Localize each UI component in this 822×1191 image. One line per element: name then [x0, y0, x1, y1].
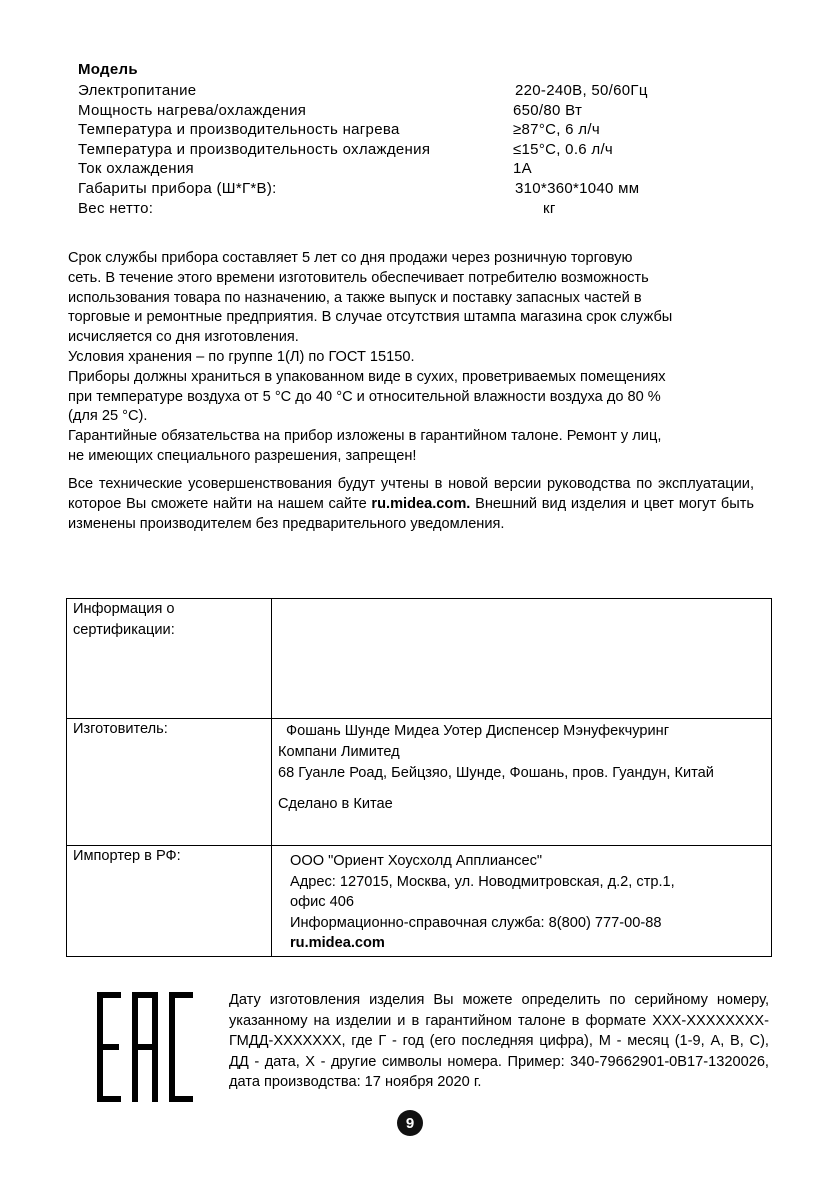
- maker-line: 68 Гуанле Роад, Бейцзяо, Шунде, Фошань, пров. Гуандун, Китай: [278, 765, 714, 781]
- spec-value: 650/80 Вт: [513, 101, 583, 119]
- spec-value: 220-240В, 50/60Гц: [515, 82, 648, 99]
- maker-value-cell: [272, 719, 772, 846]
- cert-value-cell: [272, 599, 772, 719]
- warranty-line: Приборы должны храниться в упакованном виде в сухих, проветриваемых помещениях: [68, 368, 666, 385]
- table-row: [67, 719, 772, 846]
- spec-value: ≥87°C, 6 л/ч: [513, 121, 600, 139]
- spec-label: Электропитание: [78, 82, 197, 99]
- storage-conditions: Условия хранения – по группе 1(Л) по ГОСТ 15150.: [68, 348, 415, 365]
- spec-label: Мощность нагрева/охлаждения: [78, 101, 307, 119]
- notice-text: Внешний вид изделия и цвет могут быть изменены производителем без предварительного уведомления.: [68, 496, 754, 532]
- warranty-text: [68, 249, 748, 467]
- cert-label: Информация о: [73, 601, 175, 617]
- importer-line: офис 406: [290, 894, 354, 910]
- spec-row: [78, 199, 718, 219]
- cert-label-cell: [67, 599, 272, 719]
- spec-label: Температура и производительность охлаждения: [78, 140, 431, 158]
- update-notice: [68, 474, 754, 534]
- website-link[interactable]: ru.midea.com.: [371, 496, 471, 512]
- warranty-line: не имеющих специального разрешения, запрещен!: [68, 447, 417, 464]
- spec-row: [78, 140, 718, 160]
- spec-row: [78, 120, 718, 140]
- cert-label: сертификации:: [73, 622, 175, 638]
- maker-line: Сделано в Китае: [278, 796, 393, 812]
- maker-line: Компани Лимитед: [278, 744, 400, 760]
- spec-value: кг: [543, 199, 556, 217]
- warranty-line: сеть. В течение этого времени изготовитель обеспечивает потребителю возможность: [68, 269, 649, 286]
- spec-value: 310*360*1040 мм: [515, 179, 640, 197]
- spec-title: Модель: [78, 61, 138, 78]
- maker-line: Фошань Шунде Мидеа Уотер Диспенсер Мэнуфекчуринг: [286, 723, 670, 739]
- spec-row: [78, 81, 718, 101]
- table-row: [67, 846, 772, 957]
- importer-value-cell: [272, 846, 772, 957]
- warranty-line: использования товара по назначению, а также выпуск и поставку запасных частей в: [68, 289, 642, 306]
- table-row: [67, 599, 772, 719]
- spec-list: [78, 60, 718, 218]
- warranty-line: исчисляется со дня изготовления.: [68, 329, 299, 346]
- page-number-badge: 9: [397, 1110, 423, 1136]
- spec-label: Температура и производительность нагрева: [78, 121, 400, 139]
- spec-row: [78, 101, 718, 121]
- eac-logo: [95, 992, 195, 1102]
- spec-label: Ток охлаждения: [78, 160, 194, 178]
- maker-label: Изготовитель:: [67, 719, 272, 846]
- importer-label: Импортер в РФ:: [67, 846, 272, 957]
- importer-line: Информационно-справочная служба: 8(800) 777-00-88: [290, 914, 662, 931]
- importer-line: ООО "Ориент Хоусхолд Апплиансес": [290, 853, 543, 869]
- importer-line: Адрес: 127015, Москва, ул. Новодмитровская, д.2, стр.1,: [290, 873, 675, 890]
- importer-website[interactable]: ru.midea.com: [290, 935, 385, 951]
- warranty-line: при температуре воздуха от 5 °С до 40 °С и относительной влажности воздуха до 80 %: [68, 388, 661, 405]
- notice-text: Все технические усовершенствования будут учтены в новой версии руководства по эксплуатации, которое Вы сможете найти на нашем сайте: [68, 476, 754, 512]
- spec-value: ≤15°C, 0.6 л/ч: [513, 140, 614, 158]
- warranty-line: торговые и ремонтные предприятия. В случае отсутствия штампа магазина срок службы: [68, 309, 673, 326]
- warranty-line: Гарантийные обязательства на прибор изложены в гарантийном талоне. Ремонт у лиц,: [68, 428, 662, 445]
- spec-value: 1А: [513, 160, 532, 178]
- certification-table: [66, 598, 772, 957]
- spec-label: Габариты прибора (Ш*Г*В):: [78, 179, 277, 197]
- spec-row: [78, 179, 718, 199]
- warranty-line: Срок службы прибора составляет 5 лет со дня продажи через розничную торговую: [68, 250, 633, 266]
- manufacture-date-note: Дату изготовления изделия Вы можете определить по серийному номеру, указанному на изделии и в гарантийном талоне в формате ХХХ-ХХХХХХХХ-ГМДД-ХХХХХХХ, где Г - год (его последняя цифра), М - месяц (1-9, А, В, С), ДД - дата, Х - другие символы номера. Пример: 340-79662901-0В17-1320026, дата производства: 17 ноября 2020 г.: [229, 992, 769, 1091]
- spec-row: [78, 159, 718, 179]
- spec-label: Вес нетто:: [78, 199, 154, 217]
- warranty-line: (для 25 °С).: [68, 408, 148, 425]
